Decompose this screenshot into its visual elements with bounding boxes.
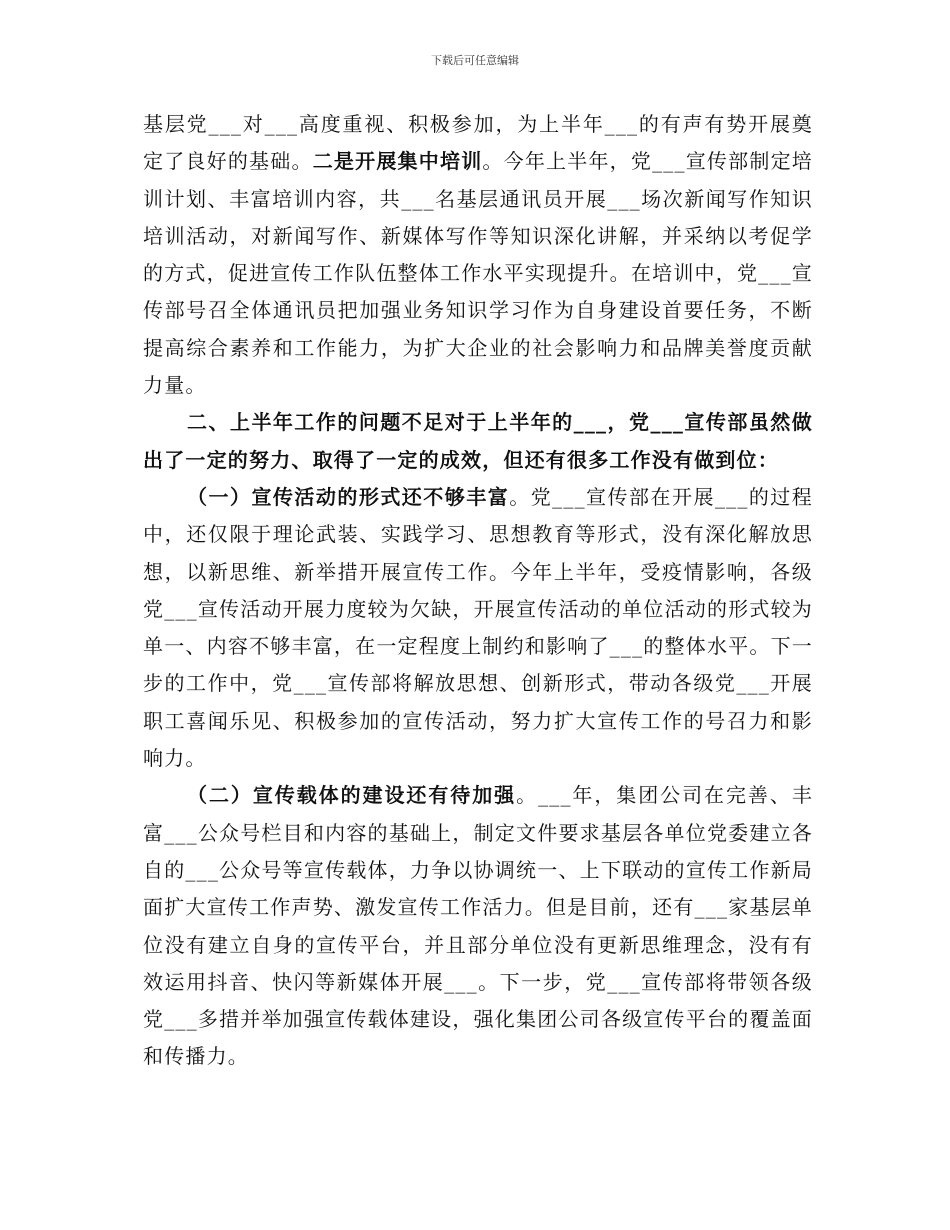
paragraph-activity-forms [143, 479, 813, 777]
document-body [143, 106, 813, 1076]
page-header: 下载后可任意编辑 [431, 54, 519, 67]
section-heading: 二、上半年工作的问题不足对于上半年的___，党___宣传部虽然做出了一定的努力、取得了一定的成效，但还有很多工作没有做到位： [143, 410, 813, 472]
paragraph-text: 。今年上半年，党___宣传部制定培训计划、丰富培训内容，共___名基层通讯员开展___场次新闻写作知识培训活动，对新闻写作、新媒体写作等知识深化讲解，并采纳以考促学的方式，促进宣传工作队伍整体工作水平实现提升。在培训中，党___宣传部号召全体通讯员把加强业务知识学习作为自身建设首要任务，不断提高综合素养和工作能力，为扩大企业的社会影响力和品牌美誉度贡献力量。 [143, 149, 813, 398]
subsection-heading: （一）宣传活动的形式还不够丰富 [187, 484, 510, 509]
paragraph-training [143, 106, 813, 404]
paragraph-text: 。___年，集团公司在完善、丰富___公众号栏目和内容的基础上，制定文件要求基层各单位党委建立各自的___公众号等宣传载体，力争以协调统一、上下联动的宣传工作新局面扩大宣传工作声势、激发宣传工作活力。但是目前，还有___家基层单位没有建立自身的宣传平台，并且部分单位没有更新思维理念，没有有效运用抖音、快闪等新媒体开展___。下一步，党___宣传部将带领各级党___多措并举加强宣传载体建设，强化集团公司各级宣传平台的覆盖面和传播力。 [143, 783, 814, 1069]
subsection-heading: （二）宣传载体的建设还有待加强 [187, 783, 517, 808]
paragraph-text: 基层党___对___高度重视、积极参加，为上半年___的有声有势开展奠定了良好的基础。 [143, 112, 813, 174]
bold-phrase: 二是开展集中培训 [312, 149, 483, 174]
paragraph-media-carriers [143, 777, 813, 1075]
paragraph-text: 。党___宣传部在开展___的过程中，还仅限于理论武装、实践学习、思想教育等形式，没有深化解放思想，以新思维、新举措开展宣传工作。今年上半年，受疫情影响，各级党___宣传活动开展力度较为欠缺，开展宣传活动的单位活动的形式较为单一、内容不够丰富，在一定程度上制约和影响了___的整体水平。下一步的工作中，党___宣传部将解放思想、创新形式，带动各级党___开展职工喜闻乐见、积极参加的宣传活动，努力扩大宣传工作的号召力和影响力。 [143, 484, 813, 771]
